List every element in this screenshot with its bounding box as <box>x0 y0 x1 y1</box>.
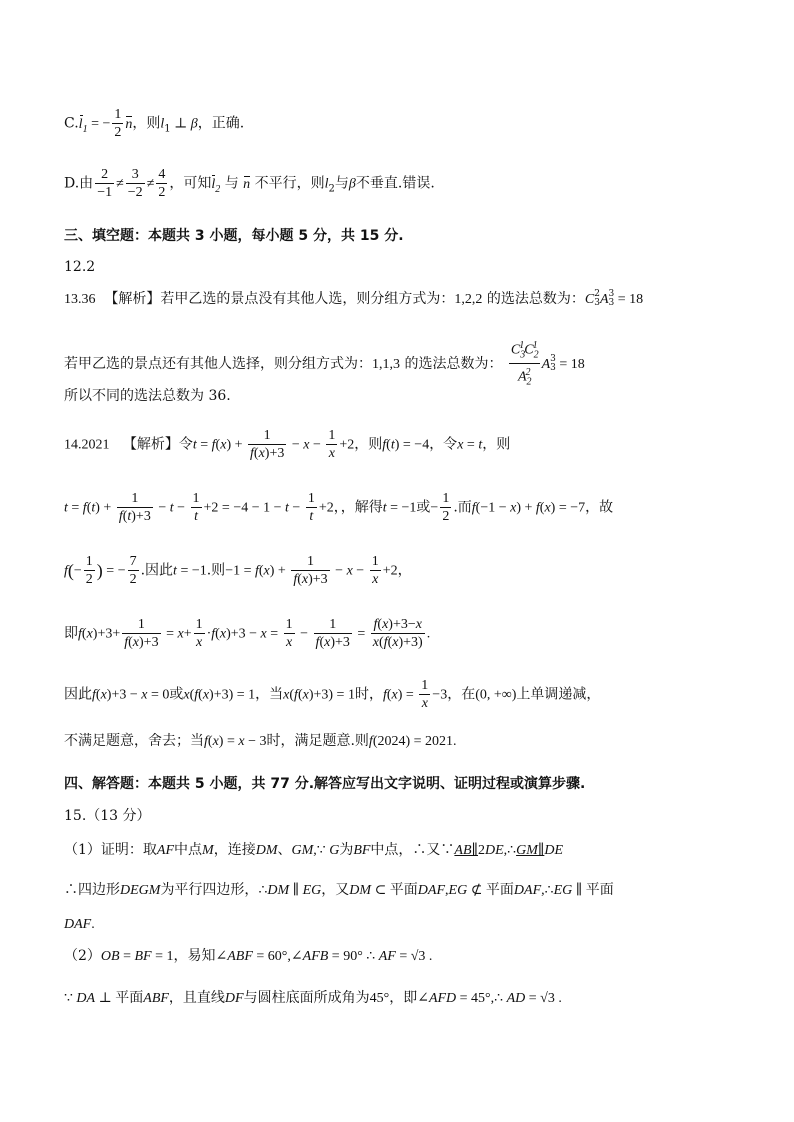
q15-part1-line-2: ∴四边形DEGM为平行四边形，∴DM ∥ EG，又DM ⊂ 平面DAF,EG ⊄ 平面DAF,∴EG ∥ 平面 <box>64 882 614 898</box>
option-d-line: D.由 $\frac{2}{-1}$ ≠ $\frac{3}{-2}$ ≠ $\frac{4}{2}$ ，可知$l_2$ 与 n 不平行，则$l_2$与β不垂直.错误. <box>64 167 435 200</box>
q14-line-4: 即f(x)+3+ $\frac{1}{f(x)+3}$ = x+ $\frac{1}{x}$ ·f(x)+3 − x = $\frac{1}{x}$ − $\frac{1}{f(x)+3}$ = $\frac{f(x)+3-x}{x(f(x)+3)}$ . <box>64 617 431 650</box>
q15-part1-line-1: （1）证明：取AF中点M，连接DM、GM,∵ G为BF中点，∴又∵AB∥2DE,∴GM∥DE <box>64 842 564 858</box>
q14-line-1: 14.2021 【解析】令t = f(x) + $\frac{1}{f(x)+3}$ − x − $\frac{1}{x}$ +2，则f(t) = −4，令x = t，则 <box>64 428 511 461</box>
section-4-title: 四、解答题：本题共 5 小题，共 77 分.解答应写出文字说明、证明过程或演算步骤. <box>64 776 586 792</box>
q13-line-3: 所以不同的选法总数为 36. <box>64 388 231 404</box>
q14-line-5: 因此f(x)+3 − x = 0或x(f(x)+3) = 1，当x(f(x)+3) = 1时，f(x) = $\frac{1}{x}$ −3，在(0, +∞)上单调递减， <box>64 678 601 711</box>
q15-part2-line-2: ∵ DA ⊥ 平面ABF，且直线DF与圆柱底面所成角为45°，即∠AFD = 45°,∴ AD = √3 . <box>64 990 562 1006</box>
option-c-line: $C.l_1$ = − $\frac{1}{2}$ n，则$l_1$ ⊥ β，正确. <box>64 107 245 140</box>
q15-part2-line-1: （2）OB = BF = 1，易知∠ABF = 60°,∠AFB = 90° ∴ AF = √3 . <box>64 948 433 964</box>
q12-answer: 12.2 <box>64 259 96 275</box>
q14-line-2: t = f(t) + $\frac{1}{f(t)+3}$ − t − $\frac{1}{t}$ +2 = −4 − 1 − t − $\frac{1}{t}$ +2，，解得t = −1或− $\frac{1}{2}$ .而f(−1 − x) + f(x) = −7，故 <box>64 491 614 524</box>
q15-part1-line-3: DAF. <box>64 917 95 932</box>
fraction: $\frac{1}{2}$ <box>114 107 122 140</box>
q15-header: 15.（13 分） <box>64 808 151 824</box>
section-3-title: 三、填空题：本题共 3 小题，每小题 5 分，共 15 分. <box>64 228 404 244</box>
q14-line-6: 不满足题意，舍去；当f(x) = x − 3时，满足题意.则f(2024) = 2021. <box>64 733 457 749</box>
q14-line-3: f(− $\frac{1}{2}$ ) = − $\frac{7}{2}$ .因此t = −1.则−1 = f(x) + $\frac{1}{f(x)+3}$ − x − $\frac{1}{x}$ +2， <box>64 554 412 587</box>
q13-line-1: 13.36 【解析】若甲乙选的景点没有其他人选，则分组方式为：1,2,2 的选法总数为：C 2 3 A 3 3 = 18 <box>64 289 644 308</box>
q13-line-2: 若甲乙选的景点还有其他人选择，则分组方式为：1,1,3 的选法总数为： $\frac{C_3^1C_2^1}{A_2^2}$ A 3 3 = 18 <box>64 337 754 391</box>
